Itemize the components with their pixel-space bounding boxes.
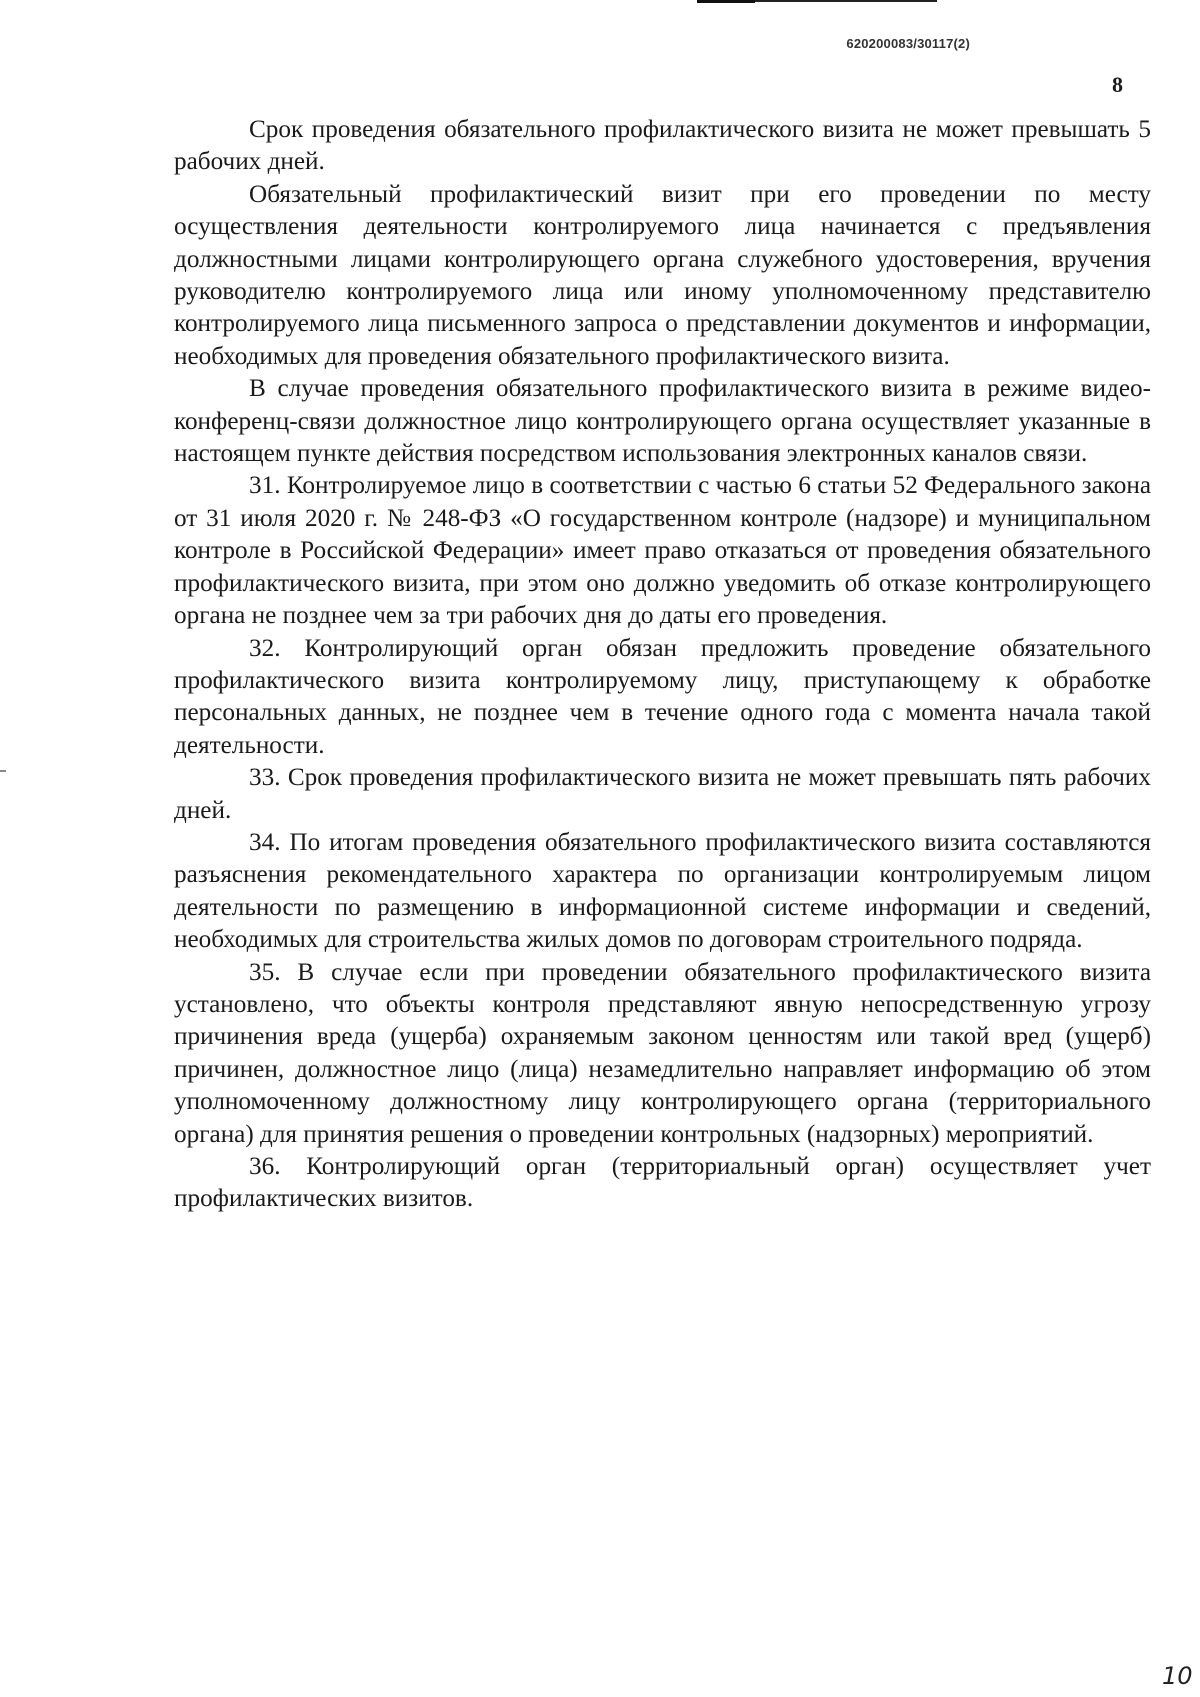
handwritten-page-mark: 10	[1162, 1662, 1193, 1690]
paragraph-item-31: 31. Контролируемое лицо в соответствии с частью 6 статьи 52 Федерального закона от 31 июля 2020 г. № 248-ФЗ «О государственном контроле (надзоре) и муниципальном контроле в Российской Федерации» имеет право отказаться от проведения обязательного профилактического визита, при этом оно должно уведомить об отказе контролирующего органа не позднее чем за три рабочих дня до даты его проведения.	[174, 472, 1151, 630]
document-body	[174, 114, 1151, 1216]
paragraph-item-32: 32. Контролирующий орган обязан предложить проведение обязательного профилактического визита контролируемому лицу, приступающему к обработке персональных данных, не позднее чем в течение одного года с момента начала такой деятельности.	[174, 634, 1151, 759]
paragraph-visit-start: Обязательный профилактический визит при его проведении по месту осуществления деятельности контролируемого лица начинается с предъявления должностными лицами контролирующего органа служебного удостоверения, вручения руководителю контролируемого лица или иному уполномоченному представителю контролируемого лица письменного запроса о представлении документов и информации, необходимых для проведения обязательного профилактического визита.	[174, 180, 1151, 370]
paragraph-item-36: 36. Контролирующий орган (территориальный орган) осуществляет учет профилактических визитов.	[174, 1153, 1151, 1213]
scan-margin-tick	[0, 770, 6, 772]
paragraph-video-conference: В случае проведения обязательного профилактического визита в режиме видео-конференц-связи должностное лицо контролирующего органа осуществляет указанные в настоящем пункте действия посредством использования электронных каналов связи.	[174, 375, 1151, 468]
page-number: 8	[1112, 72, 1123, 97]
paragraph-item-34: 34. По итогам проведения обязательного профилактического визита составляются разъяснения рекомендательного характера по организации контролируемым лицом деятельности по размещению в информационной системе информации и сведений, необходимых для строительства жилых домов по договорам строительного подряда.	[174, 828, 1151, 954]
document-id: 620200083/30117(2)	[846, 36, 970, 51]
top-edge-rule-mark	[697, 0, 755, 3]
paragraph-item-33: 33. Срок проведения профилактического визита не может превышать пять рабочих дней.	[174, 764, 1151, 824]
paragraph-item-35: 35. В случае если при проведении обязательного профилактического визита установлено, что объекты контроля представляют явную непосредственную угрозу причинения вреда (ущерба) охраняемым законом ценностям или такой вред (ущерб) причинен, должностное лицо (лица) незамедлительно направляет информацию об этом уполномоченному должностному лицу контролирующего органа (территориального органа) для принятия решения о проведении контрольных (надзорных) мероприятий.	[174, 958, 1151, 1148]
paragraph-visit-duration: Срок проведения обязательного профилактического визита не может превышать 5 рабочих дней.	[174, 116, 1151, 176]
